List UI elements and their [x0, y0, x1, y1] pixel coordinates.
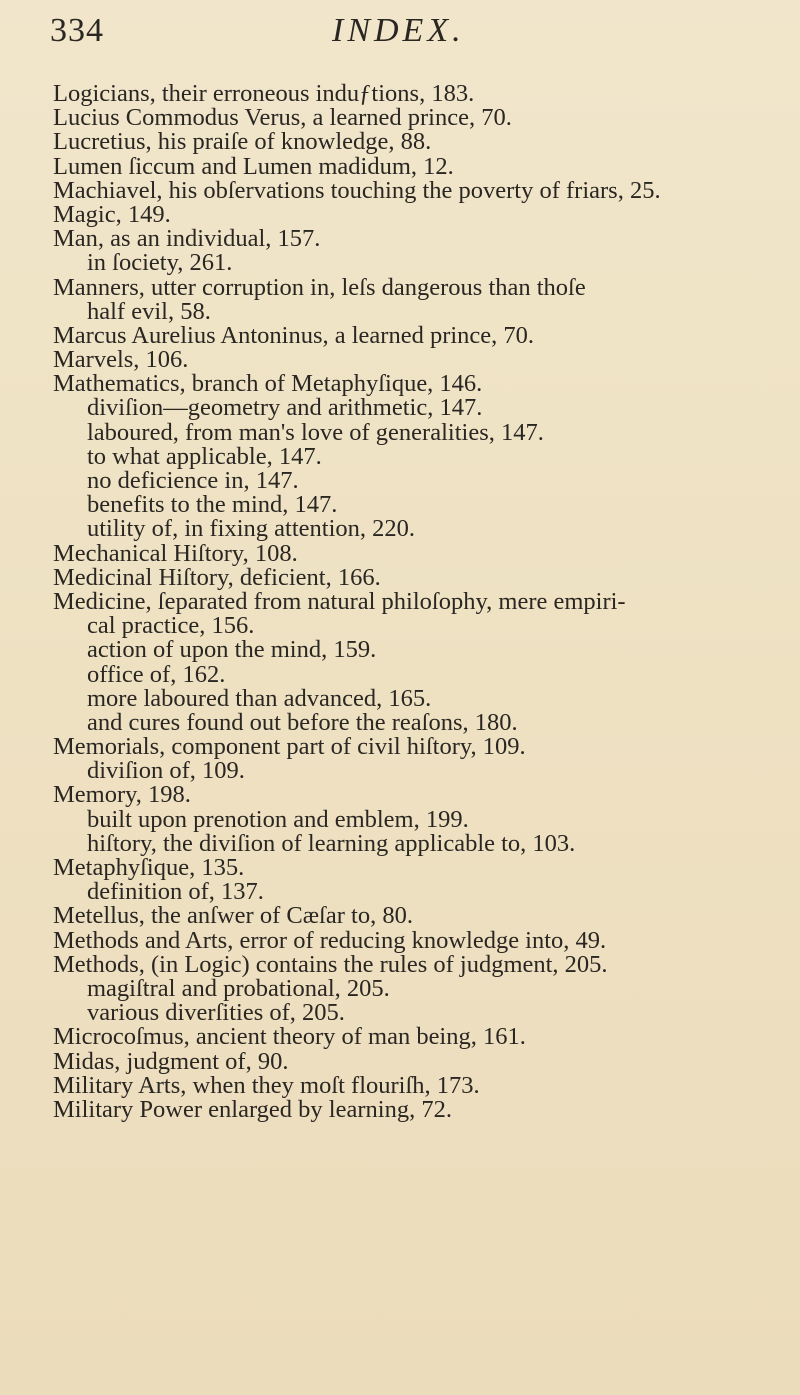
index-entry: Lucretius, his praiſe of knowledge, 88.	[53, 128, 432, 156]
index-entry: Military Power enlarged by learning, 72.	[53, 1095, 452, 1123]
index-subentry: to what applicable, 147.	[87, 442, 322, 470]
index-entry: Mathematics, branch of Metaphyſique, 146.	[53, 370, 483, 398]
index-subentry: and cures found out before the reaſons, 180.	[87, 708, 518, 736]
index-subentry: utility of, in fixing attention, 220.	[87, 515, 415, 543]
index-entry: Marvels, 106.	[53, 346, 189, 374]
index-entry: Methods and Arts, error of reducing knowledge into, 49.	[53, 926, 607, 954]
page-header	[50, 12, 740, 72]
index-subentry: magiſtral and probational, 205.	[87, 974, 390, 1002]
index-entry: Lumen ſiccum and Lumen madidum, 12.	[53, 152, 454, 180]
index-subentry: various diverſities of, 205.	[87, 999, 345, 1027]
index-entry: Marcus Aurelius Antoninus, a learned prince, 70.	[53, 321, 535, 349]
index-subentry: half evil, 58.	[87, 297, 211, 325]
index-entry: Logicians, their erroneous induƒtions, 183.	[53, 80, 475, 107]
index-entry: Methods, (in Logic) contains the rules of judgment, 205.	[53, 950, 608, 978]
index-entry: Metellus, the anſwer of Cæſar to, 80.	[53, 902, 413, 930]
page-number: 334	[50, 12, 104, 49]
index-subentry: definition of, 137.	[87, 878, 264, 906]
index-subentry: no deficience in, 147.	[87, 467, 299, 494]
page-title: INDEX.	[332, 12, 465, 49]
index-entry: Medicine, ſeparated from natural philoſophy, mere empiri-	[53, 587, 626, 615]
index-subentry: more laboured than advanced, 165.	[87, 684, 432, 712]
index-entry: Memorials, component part of civil hiſtory, 109.	[53, 733, 526, 761]
index-entry: Man, as an individual, 157.	[53, 225, 321, 253]
index-entry: Metaphyſique, 135.	[53, 854, 245, 881]
index-subentry: office of, 162.	[87, 660, 226, 688]
index-entry: Magic, 149.	[53, 200, 171, 228]
index-subentry: action of upon the mind, 159.	[87, 636, 377, 664]
index-subentry: benefits to the mind, 147.	[87, 491, 338, 519]
index-entry: Military Arts, when they moſt flouriſh, 173.	[53, 1071, 480, 1099]
index-entry: Mechanical Hiſtory, 108.	[53, 539, 298, 567]
index-entry: Lucius Commodus Verus, a learned prince, 70.	[53, 104, 512, 132]
index-entry: Machiavel, his obſervations touching the poverty of friars, 25.	[53, 176, 661, 204]
index-subentry: in ſociety, 261.	[87, 249, 233, 277]
index-entry: Manners, utter corruption in, leſs dangerous than thoſe	[53, 273, 586, 301]
index-subentry: built upon prenotion and emblem, 199.	[87, 805, 469, 833]
index-subentry: hiſtory, the diviſion of learning applicable to, 103.	[87, 829, 576, 857]
index-subentry: laboured, from man's love of generalities, 147.	[87, 418, 544, 446]
index-subentry: diviſion—geometry and arithmetic, 147.	[87, 394, 483, 422]
index-entries	[53, 82, 773, 1122]
index-subentry: cal practice, 156.	[87, 612, 255, 640]
index-subentry: diviſion of, 109.	[87, 757, 245, 785]
index-entry: Microcoſmus, ancient theory of man being, 161.	[53, 1023, 526, 1051]
index-entry: Midas, judgment of, 90.	[53, 1047, 289, 1075]
index-entry: Memory, 198.	[53, 781, 191, 809]
index-entry: Medicinal Hiſtory, deficient, 166.	[53, 563, 381, 591]
